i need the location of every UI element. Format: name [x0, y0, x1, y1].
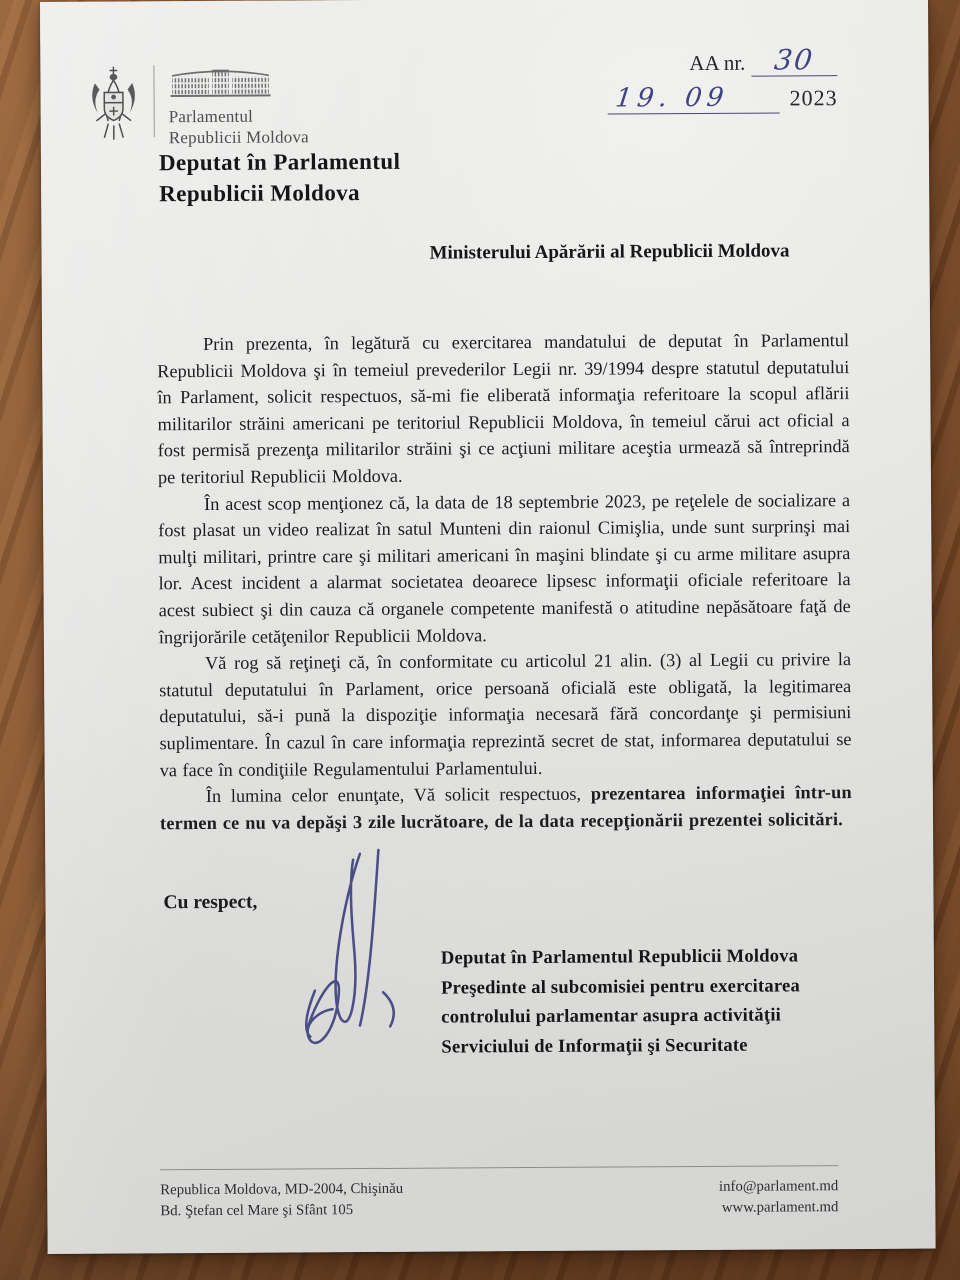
ref-label: AA nr. — [689, 50, 746, 76]
closing-salutation: Cu respect, — [163, 891, 258, 914]
signer-line-4: Serviciului de Informaţii şi Securitate — [441, 1034, 748, 1058]
footer-address-line2: Bd. Ştefan cel Mare şi Sfânt 105 — [160, 1202, 354, 1220]
paragraph-4-text: În lumina celor enunţate, Vă solicit respectuos, — [205, 783, 591, 807]
addressee: Ministerului Apărării al Republicii Moldova — [429, 240, 790, 264]
ref-year: 2023 — [789, 85, 838, 111]
sender-title — [159, 146, 401, 209]
ref-number-field — [751, 43, 837, 77]
reference-block — [607, 43, 838, 114]
handwritten-signature — [283, 846, 412, 1047]
signer-line-2: Preşedinte al subcomisiei pentru exercitarea — [440, 974, 801, 999]
footer-address — [160, 1179, 403, 1222]
signer-block — [441, 941, 801, 1061]
letter-sheet — [40, 0, 936, 1254]
footer-email: info@parlament.md — [718, 1178, 839, 1195]
letter-footer — [160, 1165, 838, 1222]
parliament-building-icon — [170, 65, 270, 104]
footer-address-line1: Republica Moldova, MD-2004, Chişinău — [160, 1180, 404, 1199]
paragraph-4-bold: prezentarea informaţiei într-un termen ce nu va depăşi 3 zile lucrătoare, de la data recepţionării prezentei solicitări. — [159, 782, 852, 833]
ref-number-handwritten: 30 — [772, 43, 817, 77]
sender-title-line1: Deputat în Parlamentul — [158, 148, 401, 176]
letterhead — [85, 62, 309, 149]
org-name — [169, 106, 309, 148]
moldova-coat-of-arms-icon — [85, 63, 141, 145]
paragraph-3: Vă rog să reţineţi că, în conformitate cu articolul 21 alin. (3) al Legii cu privire la statutul deputatului în Parlament, orice persoană oficială este obligată, la legitimarea deputatului, să-i pună la dispoziţie informaţia necesară fără concordanţe şi permisiuni suplimentare. În cazul în care informaţia reprezintă secret de stat, informarea deputatului se va face în condiţiile Regulamentului Parlamentului. — [159, 649, 852, 780]
paragraph-2: În acest scop menţionez că, la data de 18 septembrie 2023, pe reţelele de socializare a fost plasat un video realizat în satul Munteni din raionul Cimişlia, unde sunt surprinşi mai mulţi militari, printre care şi militari americani în maşini blindate şi cu arme militare asupra lor. Acest incident a alarmat societatea deoarece lipsesc informaţii oficiale referitoare la acest subiect şi din cauza că organele competente manifestă o atitudine nepăsătoare faţă de îngrijorările cetăţenilor Republicii Moldova. — [158, 489, 851, 647]
signer-line-1: Deputat în Parlamentul Republicii Moldova — [440, 945, 799, 969]
signer-line-3: controlului parlamentar asupra activităţii — [441, 1004, 782, 1028]
org-name-line1: Parlamentul — [168, 106, 254, 127]
paragraph-4 — [160, 779, 852, 836]
letter-body — [157, 327, 852, 836]
footer-contacts — [719, 1176, 838, 1219]
sender-title-line2: Republicii Moldova — [159, 180, 361, 207]
footer-website: www.parlament.md — [721, 1199, 839, 1216]
ref-date-field — [608, 82, 780, 114]
letterhead-divider — [153, 65, 154, 137]
paragraph-1: Prin prezenta, în legătură cu exercitarea mandatului de deputat în Parlamentul Republicii Moldova şi în temeiul prevederilor Legii nr. 39/1994 despre statutul deputatului în Parlament, solicit respectuos, să-mi fie eliberată informaţia referitoare la scopul aflării militarilor străini americani pe teritoriul Republicii Moldova, în temeiul cărui act oficial a fost permisă prezenţa militarilor străini şi ce acţiuni militare aceştia urmează să întreprindă pe teritoriul Republicii Moldova. — [157, 330, 850, 488]
org-name-line2: Republicii Moldova — [168, 127, 309, 147]
ref-date-handwritten: 19. 09 — [613, 82, 731, 114]
